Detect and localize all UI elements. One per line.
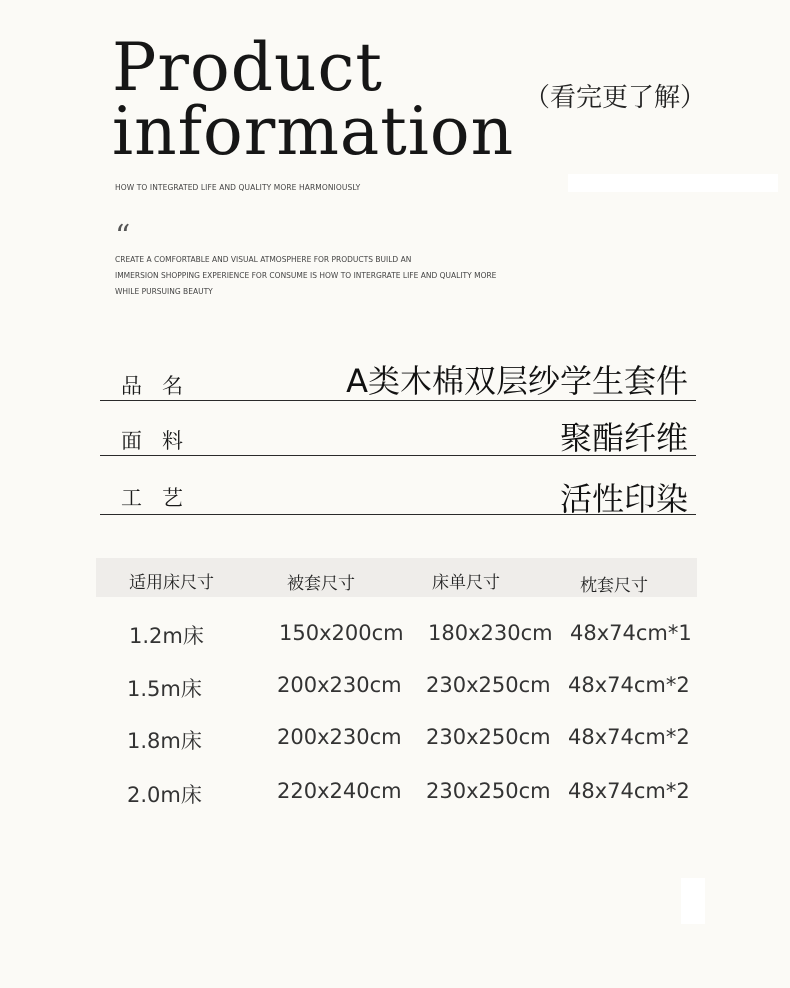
info-label: 工艺 [121, 486, 203, 510]
table-cell-sheet: 230x250cm [426, 779, 551, 803]
white-block-decoration [681, 878, 705, 924]
description-block [115, 252, 496, 300]
info-value: A类木棉双层纱学生套件 [346, 362, 688, 400]
info-row-process [100, 466, 696, 518]
info-label: 品名 [121, 374, 203, 398]
table-cell-sheet: 180x230cm [428, 621, 553, 645]
table-cell-bed: 2.0m床 [127, 783, 202, 807]
table-cell-duvet: 150x200cm [279, 621, 404, 645]
description-line: WHILE PURSUING BEAUTY [115, 287, 213, 296]
table-header-pillowcase-size: 枕套尺寸 [580, 576, 648, 596]
info-value: 活性印染 [559, 480, 688, 518]
table-cell-sheet: 230x250cm [426, 673, 551, 697]
info-row-product-name [100, 352, 696, 401]
description-line: IMMERSION SHOPPING EXPERIENCE FOR CONSUME IS HOW TO INTERGRATE LIFE AND QUALITY MORE [115, 271, 497, 280]
info-row-fabric [100, 409, 696, 456]
table-header-sheet-size: 床单尺寸 [432, 573, 500, 593]
table-cell-pillowcase: 48x74cm*1 [570, 621, 692, 645]
quote-mark-icon: “ [115, 219, 131, 254]
table-cell-duvet: 200x230cm [277, 673, 402, 697]
table-cell-pillowcase: 48x74cm*2 [568, 779, 690, 803]
info-label: 面料 [121, 429, 203, 453]
table-header-bed-size: 适用床尺寸 [129, 573, 214, 593]
table-cell-duvet: 220x240cm [277, 779, 402, 803]
description-line: CREATE A COMFORTABLE AND VISUAL ATMOSPHERE FOR PRODUCTS BUILD AN [115, 255, 412, 264]
info-value: 聚酯纤维 [559, 419, 688, 457]
table-header-duvet-size: 被套尺寸 [287, 574, 355, 594]
title-product: Product [112, 29, 383, 106]
table-cell-bed: 1.5m床 [127, 677, 202, 701]
title-information: information [112, 93, 515, 170]
table-cell-sheet: 230x250cm [426, 725, 551, 749]
table-cell-bed: 1.8m床 [127, 729, 202, 753]
subtitle-read-more: （看完更了解） [524, 83, 707, 113]
table-cell-bed: 1.2m床 [129, 624, 204, 648]
table-cell-pillowcase: 48x74cm*2 [568, 673, 690, 697]
table-cell-pillowcase: 48x74cm*2 [568, 725, 690, 749]
tagline: HOW TO INTEGRATED LIFE AND QUALITY MORE HARMONIOUSLY [115, 183, 361, 192]
table-cell-duvet: 200x230cm [277, 725, 402, 749]
white-strip-decoration [568, 174, 778, 192]
